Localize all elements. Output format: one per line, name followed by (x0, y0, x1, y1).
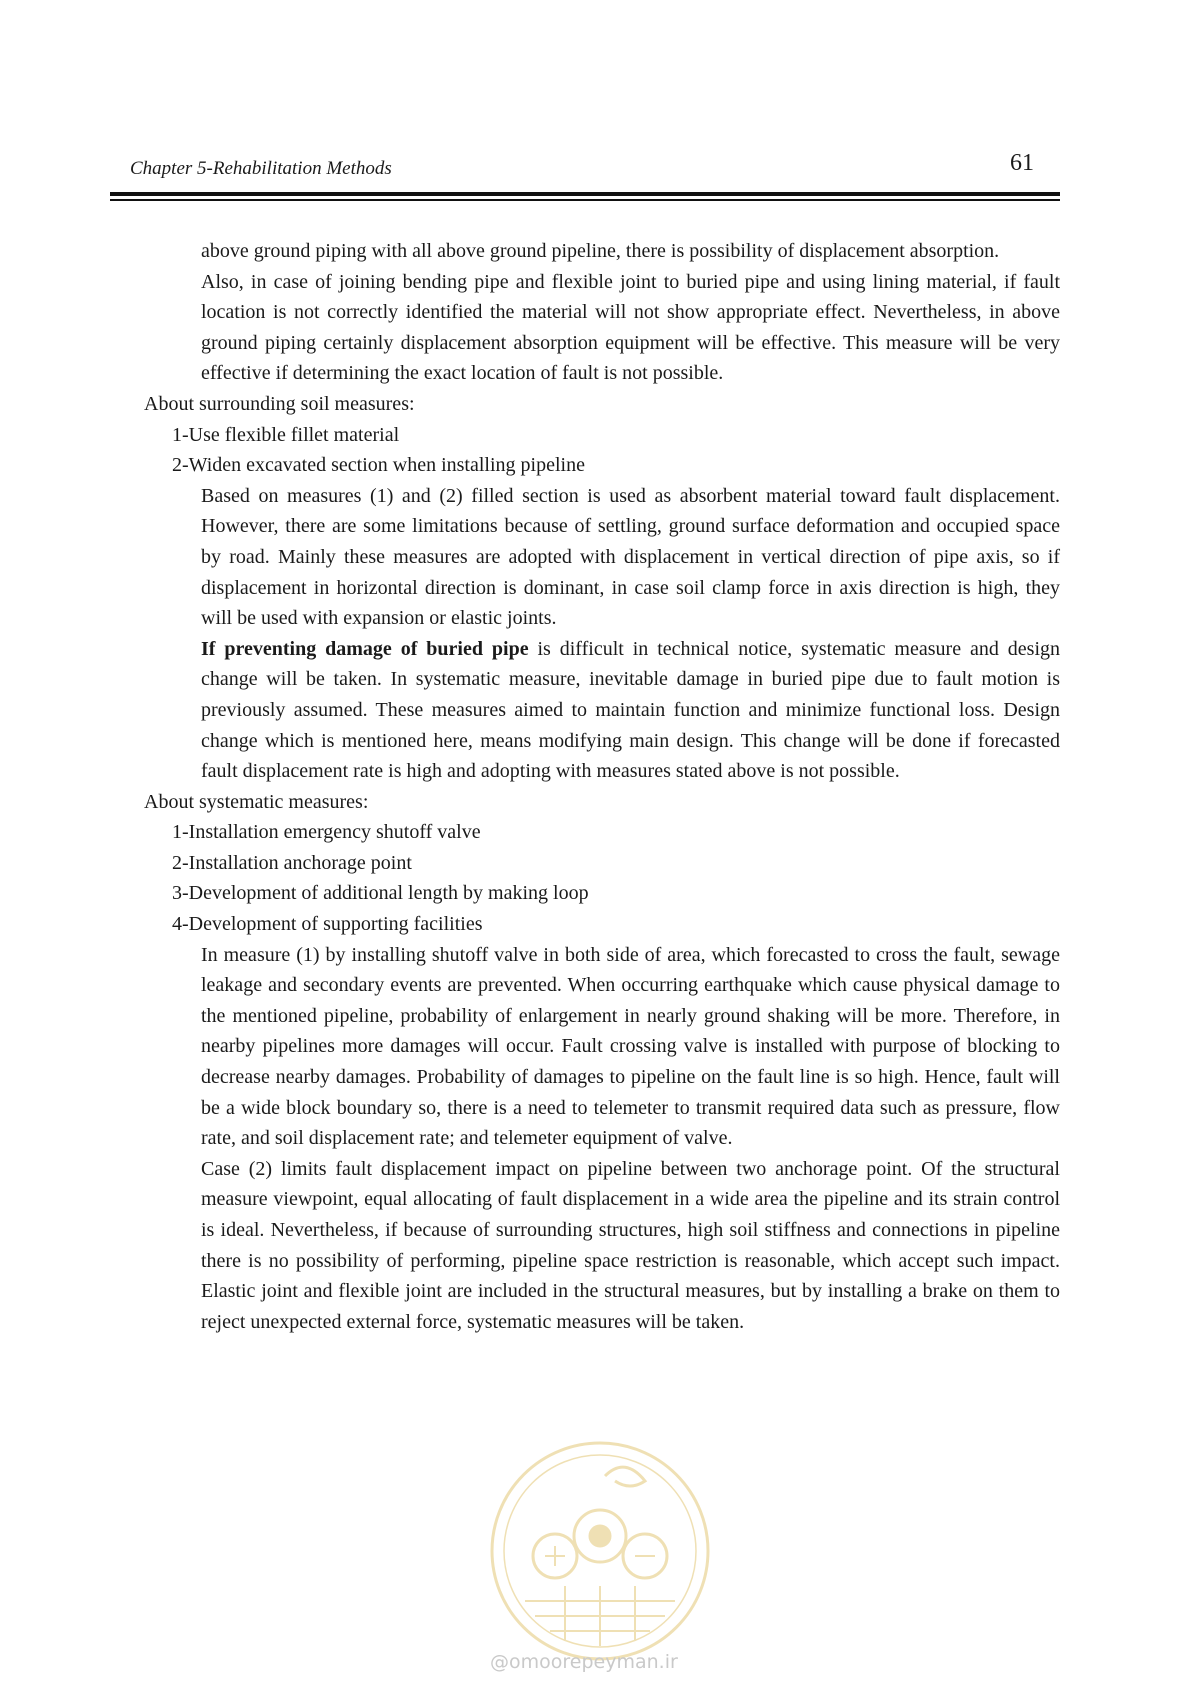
paragraph-rest: is difficult in technical notice, systematic measure and design change will be taken. In systematic measure, inevitable damage in buried pipe due to fault motion is previously assumed. These measures aimed to maintain function and minimize functional loss. Design change which is mentioned here, means modifying main design. This change will be done if forecasted fault displacement rate is high and adopting with measures stated above is not possible. (201, 637, 1060, 783)
bold-lead-in: If preventing damage of buried pipe (201, 637, 529, 660)
page-body (0, 236, 1191, 1337)
systematic-item-2: 2-Installation anchorage point (172, 851, 412, 874)
header-rule-thick (110, 192, 1060, 196)
soil-item-2: 2-Widen excavated section when installing pipeline (172, 454, 585, 477)
heading-soil-measures: About surrounding soil measures: (144, 392, 415, 415)
paragraph-preventing-damage (201, 634, 1060, 787)
header-rule-thin (110, 199, 1060, 201)
systematic-item-3: 3-Development of additional length by making loop (172, 882, 589, 905)
systematic-item-1: 1-Installation emergency shutoff valve (172, 821, 481, 844)
paragraph-bending-pipe: Also, in case of joining bending pipe and flexible joint to buried pipe and using lining material, if fault location is not correctly identified the material will not show appropriate effect. Nevertheless, in above ground piping certainly displacement absorption equipment will be effective. This measure will be very effective if determining the exact location of fault is not possible. (201, 270, 1060, 385)
paragraph-shutoff-valve: In measure (1) by installing shutoff valve in both side of area, which forecasted to cross the fault, sewage leakage and secondary events are prevented. When occurring earthquake which cause physical damage to the mentioned pipeline, probability of enlargement in nearly ground shaking will be more. Therefore, in nearby pipelines more damages will occur. Fault crossing valve is installed with purpose of blocking to decrease nearby damages. Probability of damages to pipeline on the fault line is so high. Hence, fault will be a wide block boundary so, there is a need to telemeter to transmit required data such as pressure, flow rate, and soil displacement rate; and telemeter equipment of valve. (201, 943, 1060, 1150)
page-number: 61 (1010, 150, 1034, 176)
paragraph-anchorage: Case (2) limits fault displacement impact on pipeline between two anchorage point. Of the structural measure viewpoint, equal allocating of fault displacement in a wide area the pipeline and its strain control is ideal. Nevertheless, if because of surrounding structures, high soil stiffness and connections in pipeline there is no possibility of performing, pipeline space restriction is reasonable, which accept such impact. Elastic joint and flexible joint are included in the structural measures, but by installing a brake on them to reject unexpected external force, systematic measures will be taken. (201, 1157, 1060, 1333)
heading-systematic-measures: About systematic measures: (144, 790, 369, 813)
systematic-item-4: 4-Development of supporting facilities (172, 913, 483, 936)
soil-item-1: 1-Use flexible fillet material (172, 423, 400, 446)
watermark-seal-logo (485, 1436, 715, 1666)
chapter-title: Chapter 5-Rehabilitation Methods (130, 158, 392, 179)
watermark-url: @omoorepeyman.ir (490, 1651, 678, 1673)
paragraph-above-ground: above ground piping with all above ground pipeline, there is possibility of displacement absorption. (201, 240, 1000, 262)
paragraph-filled-section: Based on measures (1) and (2) filled section is used as absorbent material toward fault displacement. However, there are some limitations because of settling, ground surface deformation and occupied space by road. Mainly these measures are adopted with displacement in vertical direction of pipe axis, so if displacement in horizontal direction is dominant, in case soil clamp force in axis direction is high, they will be used with expansion or elastic joints. (201, 484, 1060, 630)
